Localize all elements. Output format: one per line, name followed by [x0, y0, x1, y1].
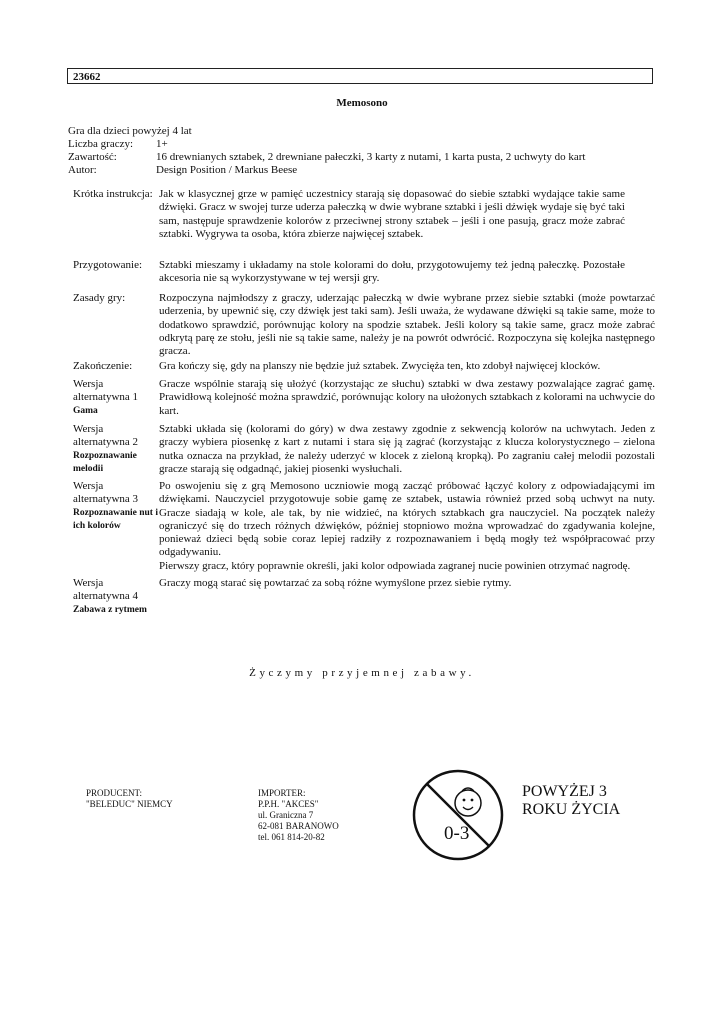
not-for-under-3-icon — [410, 767, 506, 863]
importer-line: IMPORTER: — [258, 788, 306, 798]
meta-label: Zawartość: — [68, 151, 117, 163]
producer-block — [86, 788, 173, 810]
section-label — [73, 480, 159, 573]
section-label — [73, 577, 159, 617]
section-text: Sztabki układa się (kolorami do góry) w dwa zestawy zgodnie z sekwencją kolorów na uchwytach. Jeden z graczy wybiera piosenkę z kart z nutami i stara się ją zagrać (korzystając z klucza kolorystycznego – zielona nutka oznacza na przykład, że należy uderzyć w klocek z zieloną kropką). Po zagraniu całej melodii pozostali gracze starają się odgadnąć, jakiej piosenki wysłuchali. — [159, 423, 655, 475]
section-label-text: Wersja alternatywna 2 — [73, 423, 139, 449]
importer-block — [258, 788, 339, 843]
meta-value: 1+ — [156, 138, 168, 150]
meta-row-age — [68, 125, 585, 138]
meta-label: Autor: — [68, 164, 97, 176]
section-rules — [73, 292, 655, 358]
section-label-text: Wersja alternatywna 3 — [73, 480, 139, 506]
meta-row-author — [68, 164, 585, 177]
meta-row-contents — [68, 151, 585, 164]
age-warning-line: ROKU ŻYCIA — [522, 801, 621, 818]
section-alt-version-2 — [73, 423, 655, 476]
meta-age: Gra dla dzieci powyżej 4 lat — [68, 125, 192, 137]
meta-value: 16 drewnianych sztabek, 2 drewniane pałeczki, 3 karty z nutami, 1 karta pusta, 2 uchwyty do kart — [156, 151, 586, 163]
section-label — [73, 378, 159, 418]
section-sublabel: Rozpoznawanie melodii — [73, 450, 137, 474]
game-meta — [68, 125, 585, 177]
section-short-instructions — [73, 188, 655, 241]
document-title: Memosono — [336, 97, 388, 109]
meta-row-players — [68, 138, 585, 151]
section-text: Po oswojeniu się z grą Memosono uczniowie mogą zacząć próbować łączyć kolory z odpowiadającymi im dźwiękami. Nauczyciel przygotowuje sobie gamę ze sztabek, ustawia również przed sobą uchwyt na nuty. Gracze siadają w kole, ale tak, by nie widzieć, na których sztabkach gra nauczyciel. Na początek należy ograniczyć się do trzech różnych dźwięków, później stopniowo można wprowadzać do zgadywania kolejne, ponieważ dzieci będą sobie coraz lepiej radziły z rozpoznawaniem i będą mogły też współpracować przy odgadywaniu. — [159, 480, 655, 559]
closing-wish: Życzymy przyjemnej zabawy. — [249, 667, 475, 679]
section-text: Gra kończy się, gdy na planszy nie będzie już sztabek. Zwycięża ten, kto zdobył najwięcej klocków. — [159, 360, 601, 372]
document-id-box — [67, 68, 653, 84]
meta-label: Liczba graczy: — [68, 138, 134, 150]
section-ending — [73, 360, 655, 373]
age-warning-text — [522, 783, 620, 819]
document-id: 23662 — [73, 71, 101, 83]
importer-line: tel. 061 814-20-82 — [258, 832, 325, 842]
section-sublabel: Gama — [73, 405, 98, 416]
age-warning-line: POWYŻEJ 3 — [522, 783, 607, 800]
meta-value: Design Position / Markus Beese — [156, 164, 298, 176]
section-text: Gracze wspólnie starają się ułożyć (korzystając ze słuchu) sztabki w dwa zestawy pozwalające zagrać gamę. Prawidłową kolejność można sprawdzić, porównując kolory na ułożonych sztabkach z kolorami na uchwycie do kart. — [159, 378, 655, 417]
section-alt-version-3 — [73, 480, 655, 573]
section-label: Zakończenie: — [73, 360, 133, 372]
section-alt-version-4 — [73, 577, 655, 617]
producer-line: "BELEDUC" NIEMCY — [86, 799, 173, 809]
producer-line: PRODUCENT: — [86, 788, 143, 798]
importer-line: P.P.H. "AKCES" — [258, 799, 319, 809]
section-text: Jak w klasycznej grze w pamięć uczestnicy starają się dopasować do siebie sztabki wydające takie same dźwięki. Gracz w swojej turze uderza pałeczką w dwie wybrane sztabki i jeśli dźwięk wydaje się być taki sam, następuje sprawdzenie kolorów z przeciwnej strony sztabek – jeśli i one pasują, gracz może zabrać sztabki. Wygrywa ta osoba, która zbierze najwięcej sztabek. — [159, 188, 625, 240]
importer-line: ul. Graniczna 7 — [258, 810, 314, 820]
section-label — [73, 423, 159, 476]
section-text: Sztabki mieszamy i układamy na stole kolorami do dołu, przygotowujemy też jedną pałeczkę. Pozostałe akcesoria nie są wykorzystywane w tej wersji gry. — [159, 259, 625, 285]
section-sublabel: Zabawa z rytmem — [73, 604, 147, 615]
section-label: Przygotowanie: — [73, 259, 143, 271]
section-text-extra: Pierwszy gracz, który poprawnie określi, jaki kolor odpowiada zagranej nucie powinien otrzymać nagrodę. — [159, 559, 631, 572]
section-label: Krótka instrukcja: — [73, 188, 153, 200]
age-symbol-text: 0-3 — [444, 823, 470, 844]
importer-line: 62-081 BARANOWO — [258, 821, 339, 831]
section-label: Zasady gry: — [73, 292, 126, 304]
section-text-block — [159, 480, 655, 573]
section-label-text: Wersja alternatywna 1 — [73, 378, 139, 404]
section-sublabel: Rozpoznawanie nut i ich kolorów — [73, 507, 158, 531]
section-text: Rozpoczyna najmłodszy z graczy, uderzając pałeczką w dwie wybrane przez siebie sztabki (może powtarzać uderzenia, by upewnić się, czy dźwięk jest taki sam). Jeśli uważa, że wydawane dźwięki są takie same, może to dodatkowo sprawdzić, porównując kolory na spodzie sztabek. Jeśli kolory są takie same, gracz może zabrać odkrytą parę ze stołu, jeśli nie są takie same, należy je na powrót odwrócić. Rozpoczyna się kolejka następnego gracza. — [159, 292, 655, 358]
section-label-text: Wersja alternatywna 4 — [73, 577, 139, 603]
section-preparation — [73, 259, 655, 286]
section-text: Graczy mogą starać się powtarzać za sobą różne wymyślone przez siebie rytmy. — [159, 577, 512, 589]
section-alt-version-1 — [73, 378, 655, 418]
